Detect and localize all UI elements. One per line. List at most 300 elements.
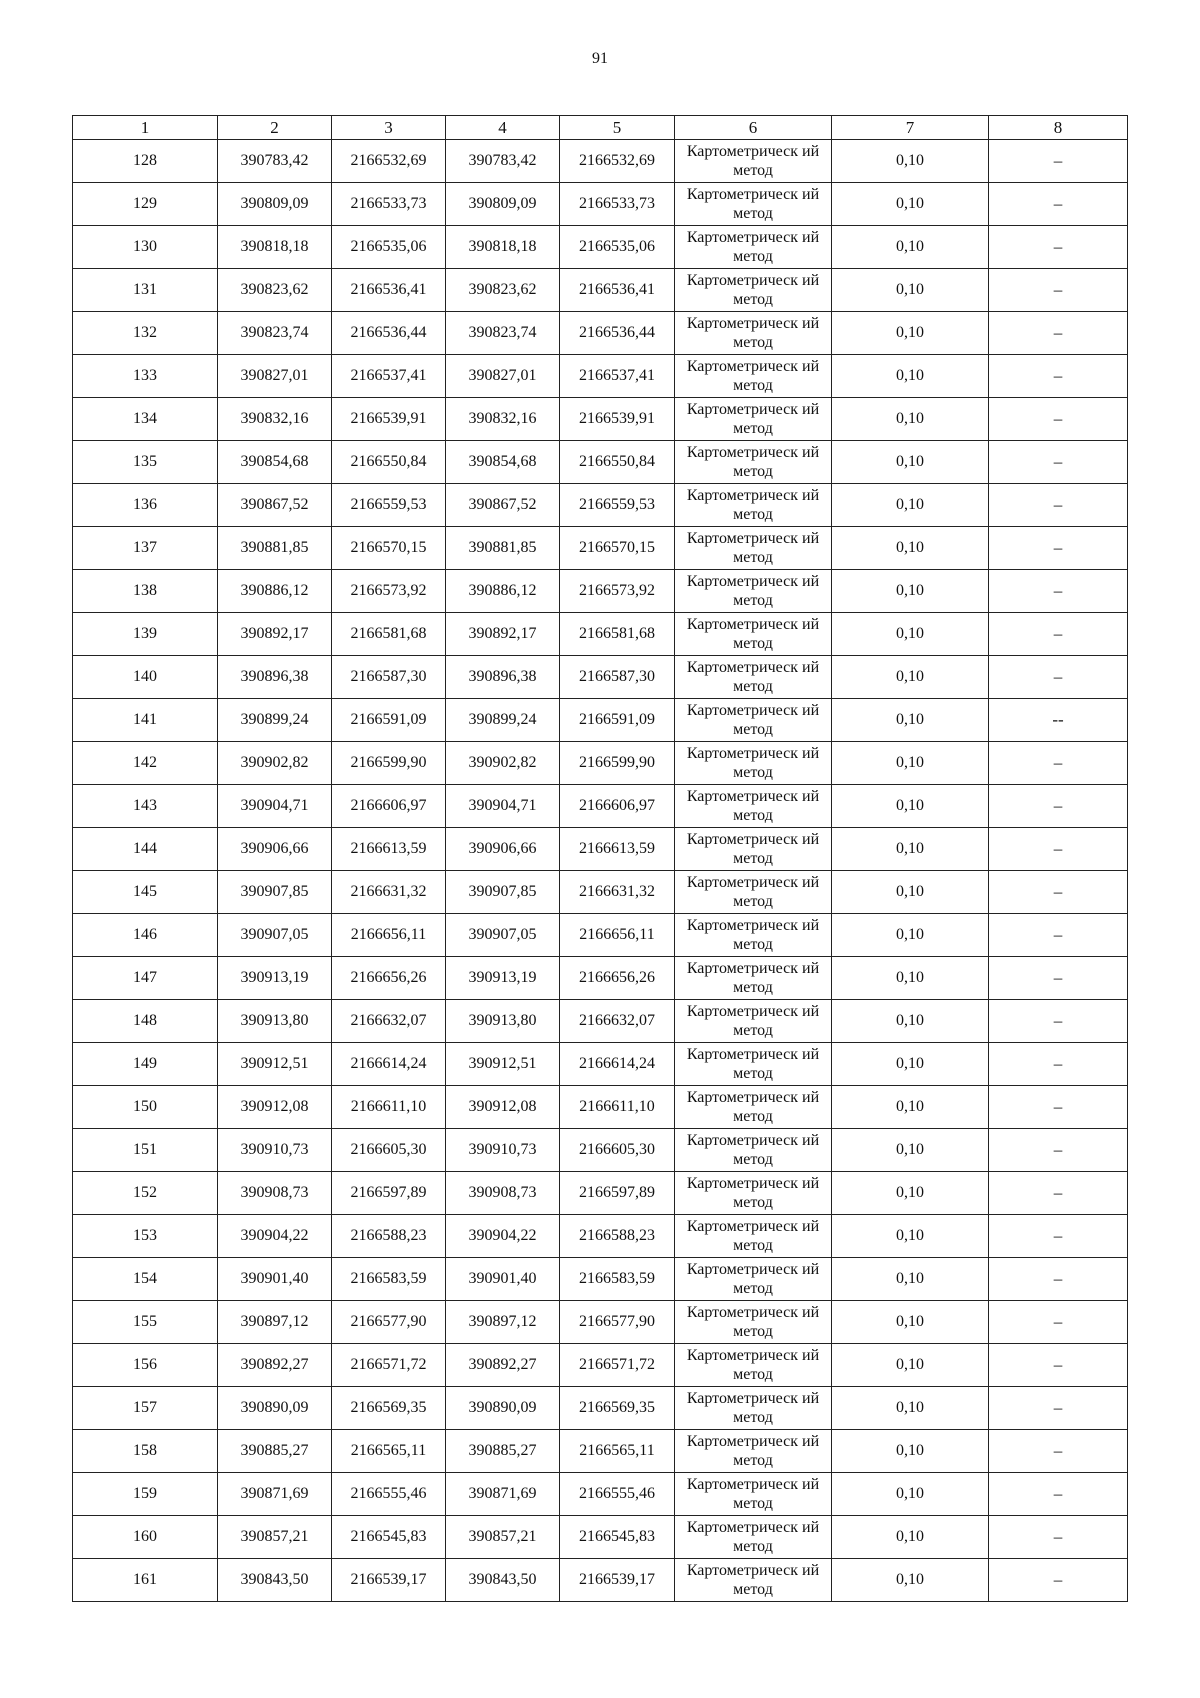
note-cell: – [989,1301,1128,1344]
y-coordinate-cell: 2166614,24 [560,1043,675,1086]
table-row [73,1000,1128,1043]
y-coordinate-cell: 2166583,59 [560,1258,675,1301]
x-coordinate-cell: 390843,50 [218,1559,332,1602]
note-cell: – [989,269,1128,312]
note-cell: – [989,1172,1128,1215]
column-header: 7 [832,116,989,140]
x-coordinate-cell: 390896,38 [446,656,560,699]
method-cell: Картометрическ ий метод [675,1215,832,1258]
point-number-cell: 159 [73,1473,218,1516]
method-cell: Картометрическ ий метод [675,140,832,183]
accuracy-cell: 0,10 [832,828,989,871]
x-coordinate-cell: 390890,09 [218,1387,332,1430]
note-cell: – [989,957,1128,1000]
x-coordinate-cell: 390901,40 [446,1258,560,1301]
x-coordinate-cell: 390818,18 [446,226,560,269]
x-coordinate-cell: 390783,42 [218,140,332,183]
accuracy-cell: 0,10 [832,226,989,269]
x-coordinate-cell: 390904,71 [446,785,560,828]
accuracy-cell: 0,10 [832,1516,989,1559]
column-header: 4 [446,116,560,140]
x-coordinate-cell: 390867,52 [446,484,560,527]
method-cell: Картометрическ ий метод [675,226,832,269]
x-coordinate-cell: 390857,21 [218,1516,332,1559]
y-coordinate-cell: 2166656,11 [332,914,446,957]
accuracy-cell: 0,10 [832,484,989,527]
note-cell: -- [989,699,1128,742]
y-coordinate-cell: 2166606,97 [332,785,446,828]
table-row [73,183,1128,226]
method-cell: Картометрическ ий метод [675,914,832,957]
x-coordinate-cell: 390907,05 [446,914,560,957]
x-coordinate-cell: 390843,50 [446,1559,560,1602]
note-cell: – [989,871,1128,914]
accuracy-cell: 0,10 [832,183,989,226]
x-coordinate-cell: 390908,73 [446,1172,560,1215]
note-cell: – [989,570,1128,613]
x-coordinate-cell: 390827,01 [446,355,560,398]
note-cell: – [989,1559,1128,1602]
x-coordinate-cell: 390823,74 [446,312,560,355]
accuracy-cell: 0,10 [832,1258,989,1301]
table-row [73,398,1128,441]
y-coordinate-cell: 2166583,59 [332,1258,446,1301]
accuracy-cell: 0,10 [832,1301,989,1344]
y-coordinate-cell: 2166532,69 [332,140,446,183]
method-cell: Картометрическ ий метод [675,957,832,1000]
x-coordinate-cell: 390904,22 [446,1215,560,1258]
table-row [73,1430,1128,1473]
y-coordinate-cell: 2166550,84 [560,441,675,484]
x-coordinate-cell: 390871,69 [218,1473,332,1516]
point-number-cell: 140 [73,656,218,699]
y-coordinate-cell: 2166559,53 [560,484,675,527]
point-number-cell: 152 [73,1172,218,1215]
method-cell: Картометрическ ий метод [675,1430,832,1473]
x-coordinate-cell: 390823,74 [218,312,332,355]
note-cell: – [989,398,1128,441]
y-coordinate-cell: 2166545,83 [332,1516,446,1559]
y-coordinate-cell: 2166539,17 [560,1559,675,1602]
note-cell: – [989,1086,1128,1129]
method-cell: Картометрическ ий метод [675,183,832,226]
point-number-cell: 138 [73,570,218,613]
accuracy-cell: 0,10 [832,1043,989,1086]
x-coordinate-cell: 390892,27 [446,1344,560,1387]
x-coordinate-cell: 390913,80 [446,1000,560,1043]
point-number-cell: 150 [73,1086,218,1129]
header-row [73,116,1128,140]
accuracy-cell: 0,10 [832,1172,989,1215]
point-number-cell: 141 [73,699,218,742]
x-coordinate-cell: 390871,69 [446,1473,560,1516]
note-cell: – [989,1387,1128,1430]
y-coordinate-cell: 2166613,59 [332,828,446,871]
y-coordinate-cell: 2166570,15 [560,527,675,570]
x-coordinate-cell: 390910,73 [446,1129,560,1172]
x-coordinate-cell: 390886,12 [446,570,560,613]
table-row [73,1301,1128,1344]
y-coordinate-cell: 2166605,30 [560,1129,675,1172]
method-cell: Картометрическ ий метод [675,269,832,312]
point-number-cell: 134 [73,398,218,441]
x-coordinate-cell: 390892,17 [446,613,560,656]
accuracy-cell: 0,10 [832,1129,989,1172]
x-coordinate-cell: 390904,71 [218,785,332,828]
table-row [73,527,1128,570]
y-coordinate-cell: 2166631,32 [560,871,675,914]
y-coordinate-cell: 2166569,35 [560,1387,675,1430]
x-coordinate-cell: 390910,73 [218,1129,332,1172]
note-cell: – [989,1258,1128,1301]
y-coordinate-cell: 2166611,10 [560,1086,675,1129]
coordinates-table [72,115,1128,1602]
point-number-cell: 130 [73,226,218,269]
note-cell: – [989,742,1128,785]
point-number-cell: 154 [73,1258,218,1301]
y-coordinate-cell: 2166571,72 [332,1344,446,1387]
y-coordinate-cell: 2166597,89 [560,1172,675,1215]
y-coordinate-cell: 2166571,72 [560,1344,675,1387]
method-cell: Картометрическ ий метод [675,312,832,355]
note-cell: – [989,527,1128,570]
accuracy-cell: 0,10 [832,656,989,699]
column-header: 6 [675,116,832,140]
accuracy-cell: 0,10 [832,957,989,1000]
x-coordinate-cell: 390809,09 [446,183,560,226]
x-coordinate-cell: 390827,01 [218,355,332,398]
y-coordinate-cell: 2166539,17 [332,1559,446,1602]
x-coordinate-cell: 390899,24 [218,699,332,742]
column-header: 2 [218,116,332,140]
accuracy-cell: 0,10 [832,613,989,656]
x-coordinate-cell: 390912,08 [446,1086,560,1129]
table-row [73,1473,1128,1516]
point-number-cell: 160 [73,1516,218,1559]
table-row [73,355,1128,398]
y-coordinate-cell: 2166588,23 [560,1215,675,1258]
x-coordinate-cell: 390823,62 [446,269,560,312]
accuracy-cell: 0,10 [832,871,989,914]
x-coordinate-cell: 390857,21 [446,1516,560,1559]
table-row [73,140,1128,183]
method-cell: Картометрическ ий метод [675,1129,832,1172]
x-coordinate-cell: 390890,09 [446,1387,560,1430]
note-cell: – [989,312,1128,355]
y-coordinate-cell: 2166539,91 [332,398,446,441]
point-number-cell: 148 [73,1000,218,1043]
table-row [73,1043,1128,1086]
x-coordinate-cell: 390832,16 [218,398,332,441]
note-cell: – [989,1344,1128,1387]
y-coordinate-cell: 2166537,41 [560,355,675,398]
y-coordinate-cell: 2166565,11 [332,1430,446,1473]
x-coordinate-cell: 390907,85 [446,871,560,914]
y-coordinate-cell: 2166570,15 [332,527,446,570]
x-coordinate-cell: 390904,22 [218,1215,332,1258]
point-number-cell: 132 [73,312,218,355]
table-row [73,312,1128,355]
method-cell: Картометрическ ий метод [675,1043,832,1086]
x-coordinate-cell: 390854,68 [218,441,332,484]
y-coordinate-cell: 2166573,92 [332,570,446,613]
method-cell: Картометрическ ий метод [675,570,832,613]
method-cell: Картометрическ ий метод [675,1559,832,1602]
y-coordinate-cell: 2166577,90 [332,1301,446,1344]
y-coordinate-cell: 2166565,11 [560,1430,675,1473]
note-cell: – [989,785,1128,828]
x-coordinate-cell: 390907,85 [218,871,332,914]
note-cell: – [989,1516,1128,1559]
table-row [73,484,1128,527]
point-number-cell: 156 [73,1344,218,1387]
y-coordinate-cell: 2166550,84 [332,441,446,484]
accuracy-cell: 0,10 [832,1215,989,1258]
x-coordinate-cell: 390897,12 [218,1301,332,1344]
point-number-cell: 136 [73,484,218,527]
method-cell: Картометрическ ий метод [675,441,832,484]
point-number-cell: 143 [73,785,218,828]
table-row [73,828,1128,871]
x-coordinate-cell: 390896,38 [218,656,332,699]
y-coordinate-cell: 2166555,46 [560,1473,675,1516]
point-number-cell: 153 [73,1215,218,1258]
table-row [73,1344,1128,1387]
y-coordinate-cell: 2166611,10 [332,1086,446,1129]
point-number-cell: 135 [73,441,218,484]
x-coordinate-cell: 390897,12 [446,1301,560,1344]
table-row [73,1387,1128,1430]
x-coordinate-cell: 390902,82 [218,742,332,785]
method-cell: Картометрическ ий метод [675,398,832,441]
y-coordinate-cell: 2166613,59 [560,828,675,871]
y-coordinate-cell: 2166581,68 [332,613,446,656]
note-cell: – [989,613,1128,656]
y-coordinate-cell: 2166614,24 [332,1043,446,1086]
y-coordinate-cell: 2166656,26 [560,957,675,1000]
note-cell: – [989,140,1128,183]
table-row [73,742,1128,785]
accuracy-cell: 0,10 [832,1000,989,1043]
y-coordinate-cell: 2166535,06 [560,226,675,269]
point-number-cell: 146 [73,914,218,957]
accuracy-cell: 0,10 [832,527,989,570]
method-cell: Картометрическ ий метод [675,1086,832,1129]
method-cell: Картометрическ ий метод [675,1258,832,1301]
x-coordinate-cell: 390892,17 [218,613,332,656]
note-cell: – [989,1000,1128,1043]
x-coordinate-cell: 390809,09 [218,183,332,226]
page-number: 91 [592,50,608,67]
x-coordinate-cell: 390881,85 [218,527,332,570]
method-cell: Картометрическ ий метод [675,484,832,527]
y-coordinate-cell: 2166591,09 [560,699,675,742]
table-row [73,1215,1128,1258]
x-coordinate-cell: 390892,27 [218,1344,332,1387]
x-coordinate-cell: 390832,16 [446,398,560,441]
method-cell: Картометрическ ий метод [675,1301,832,1344]
x-coordinate-cell: 390913,19 [218,957,332,1000]
column-header: 3 [332,116,446,140]
table-row [73,957,1128,1000]
y-coordinate-cell: 2166599,90 [332,742,446,785]
point-number-cell: 155 [73,1301,218,1344]
y-coordinate-cell: 2166588,23 [332,1215,446,1258]
x-coordinate-cell: 390913,80 [218,1000,332,1043]
x-coordinate-cell: 390902,82 [446,742,560,785]
note-cell: – [989,828,1128,871]
method-cell: Картометрическ ий метод [675,527,832,570]
y-coordinate-cell: 2166535,06 [332,226,446,269]
point-number-cell: 144 [73,828,218,871]
table-row [73,699,1128,742]
y-coordinate-cell: 2166539,91 [560,398,675,441]
y-coordinate-cell: 2166573,92 [560,570,675,613]
accuracy-cell: 0,10 [832,1473,989,1516]
method-cell: Картометрическ ий метод [675,355,832,398]
y-coordinate-cell: 2166599,90 [560,742,675,785]
method-cell: Картометрическ ий метод [675,1344,832,1387]
x-coordinate-cell: 390783,42 [446,140,560,183]
point-number-cell: 145 [73,871,218,914]
y-coordinate-cell: 2166605,30 [332,1129,446,1172]
accuracy-cell: 0,10 [832,312,989,355]
accuracy-cell: 0,10 [832,1559,989,1602]
method-cell: Картометрическ ий метод [675,871,832,914]
y-coordinate-cell: 2166656,26 [332,957,446,1000]
column-header: 5 [560,116,675,140]
table-row [73,1559,1128,1602]
x-coordinate-cell: 390907,05 [218,914,332,957]
table-row [73,226,1128,269]
x-coordinate-cell: 390901,40 [218,1258,332,1301]
note-cell: – [989,656,1128,699]
y-coordinate-cell: 2166581,68 [560,613,675,656]
y-coordinate-cell: 2166533,73 [332,183,446,226]
x-coordinate-cell: 390908,73 [218,1172,332,1215]
note-cell: – [989,1043,1128,1086]
y-coordinate-cell: 2166569,35 [332,1387,446,1430]
x-coordinate-cell: 390912,51 [218,1043,332,1086]
accuracy-cell: 0,10 [832,570,989,613]
accuracy-cell: 0,10 [832,914,989,957]
x-coordinate-cell: 390885,27 [446,1430,560,1473]
y-coordinate-cell: 2166597,89 [332,1172,446,1215]
accuracy-cell: 0,10 [832,1344,989,1387]
note-cell: – [989,914,1128,957]
x-coordinate-cell: 390854,68 [446,441,560,484]
y-coordinate-cell: 2166545,83 [560,1516,675,1559]
method-cell: Картометрическ ий метод [675,785,832,828]
table-row [73,871,1128,914]
y-coordinate-cell: 2166631,32 [332,871,446,914]
point-number-cell: 131 [73,269,218,312]
accuracy-cell: 0,10 [832,441,989,484]
point-number-cell: 151 [73,1129,218,1172]
x-coordinate-cell: 390881,85 [446,527,560,570]
x-coordinate-cell: 390823,62 [218,269,332,312]
accuracy-cell: 0,10 [832,269,989,312]
point-number-cell: 139 [73,613,218,656]
y-coordinate-cell: 2166536,41 [560,269,675,312]
method-cell: Картометрическ ий метод [675,1387,832,1430]
y-coordinate-cell: 2166656,11 [560,914,675,957]
y-coordinate-cell: 2166632,07 [560,1000,675,1043]
accuracy-cell: 0,10 [832,140,989,183]
method-cell: Картометрическ ий метод [675,1473,832,1516]
y-coordinate-cell: 2166587,30 [332,656,446,699]
y-coordinate-cell: 2166591,09 [332,699,446,742]
table-row [73,1129,1128,1172]
table-row [73,1258,1128,1301]
x-coordinate-cell: 390885,27 [218,1430,332,1473]
y-coordinate-cell: 2166577,90 [560,1301,675,1344]
method-cell: Картометрическ ий метод [675,828,832,871]
table-row [73,1086,1128,1129]
accuracy-cell: 0,10 [832,742,989,785]
table-row [73,914,1128,957]
accuracy-cell: 0,10 [832,785,989,828]
table-row [73,570,1128,613]
y-coordinate-cell: 2166536,41 [332,269,446,312]
accuracy-cell: 0,10 [832,1430,989,1473]
point-number-cell: 161 [73,1559,218,1602]
note-cell: – [989,1129,1128,1172]
table-row [73,441,1128,484]
point-number-cell: 147 [73,957,218,1000]
x-coordinate-cell: 390906,66 [446,828,560,871]
y-coordinate-cell: 2166559,53 [332,484,446,527]
x-coordinate-cell: 390906,66 [218,828,332,871]
point-number-cell: 137 [73,527,218,570]
x-coordinate-cell: 390913,19 [446,957,560,1000]
x-coordinate-cell: 390912,51 [446,1043,560,1086]
table-body [73,140,1128,1602]
y-coordinate-cell: 2166536,44 [560,312,675,355]
point-number-cell: 129 [73,183,218,226]
y-coordinate-cell: 2166537,41 [332,355,446,398]
x-coordinate-cell: 390912,08 [218,1086,332,1129]
column-header: 1 [73,116,218,140]
x-coordinate-cell: 390818,18 [218,226,332,269]
method-cell: Картометрическ ий метод [675,613,832,656]
y-coordinate-cell: 2166532,69 [560,140,675,183]
note-cell: – [989,441,1128,484]
method-cell: Картометрическ ий метод [675,1000,832,1043]
x-coordinate-cell: 390886,12 [218,570,332,613]
column-header: 8 [989,116,1128,140]
y-coordinate-cell: 2166606,97 [560,785,675,828]
accuracy-cell: 0,10 [832,1387,989,1430]
point-number-cell: 158 [73,1430,218,1473]
point-number-cell: 133 [73,355,218,398]
y-coordinate-cell: 2166632,07 [332,1000,446,1043]
note-cell: – [989,1430,1128,1473]
accuracy-cell: 0,10 [832,355,989,398]
table-row [73,785,1128,828]
table-row [73,1516,1128,1559]
point-number-cell: 149 [73,1043,218,1086]
method-cell: Картометрическ ий метод [675,656,832,699]
accuracy-cell: 0,10 [832,699,989,742]
accuracy-cell: 0,10 [832,398,989,441]
y-coordinate-cell: 2166536,44 [332,312,446,355]
y-coordinate-cell: 2166587,30 [560,656,675,699]
accuracy-cell: 0,10 [832,1086,989,1129]
table-row [73,269,1128,312]
method-cell: Картометрическ ий метод [675,742,832,785]
table-row [73,656,1128,699]
